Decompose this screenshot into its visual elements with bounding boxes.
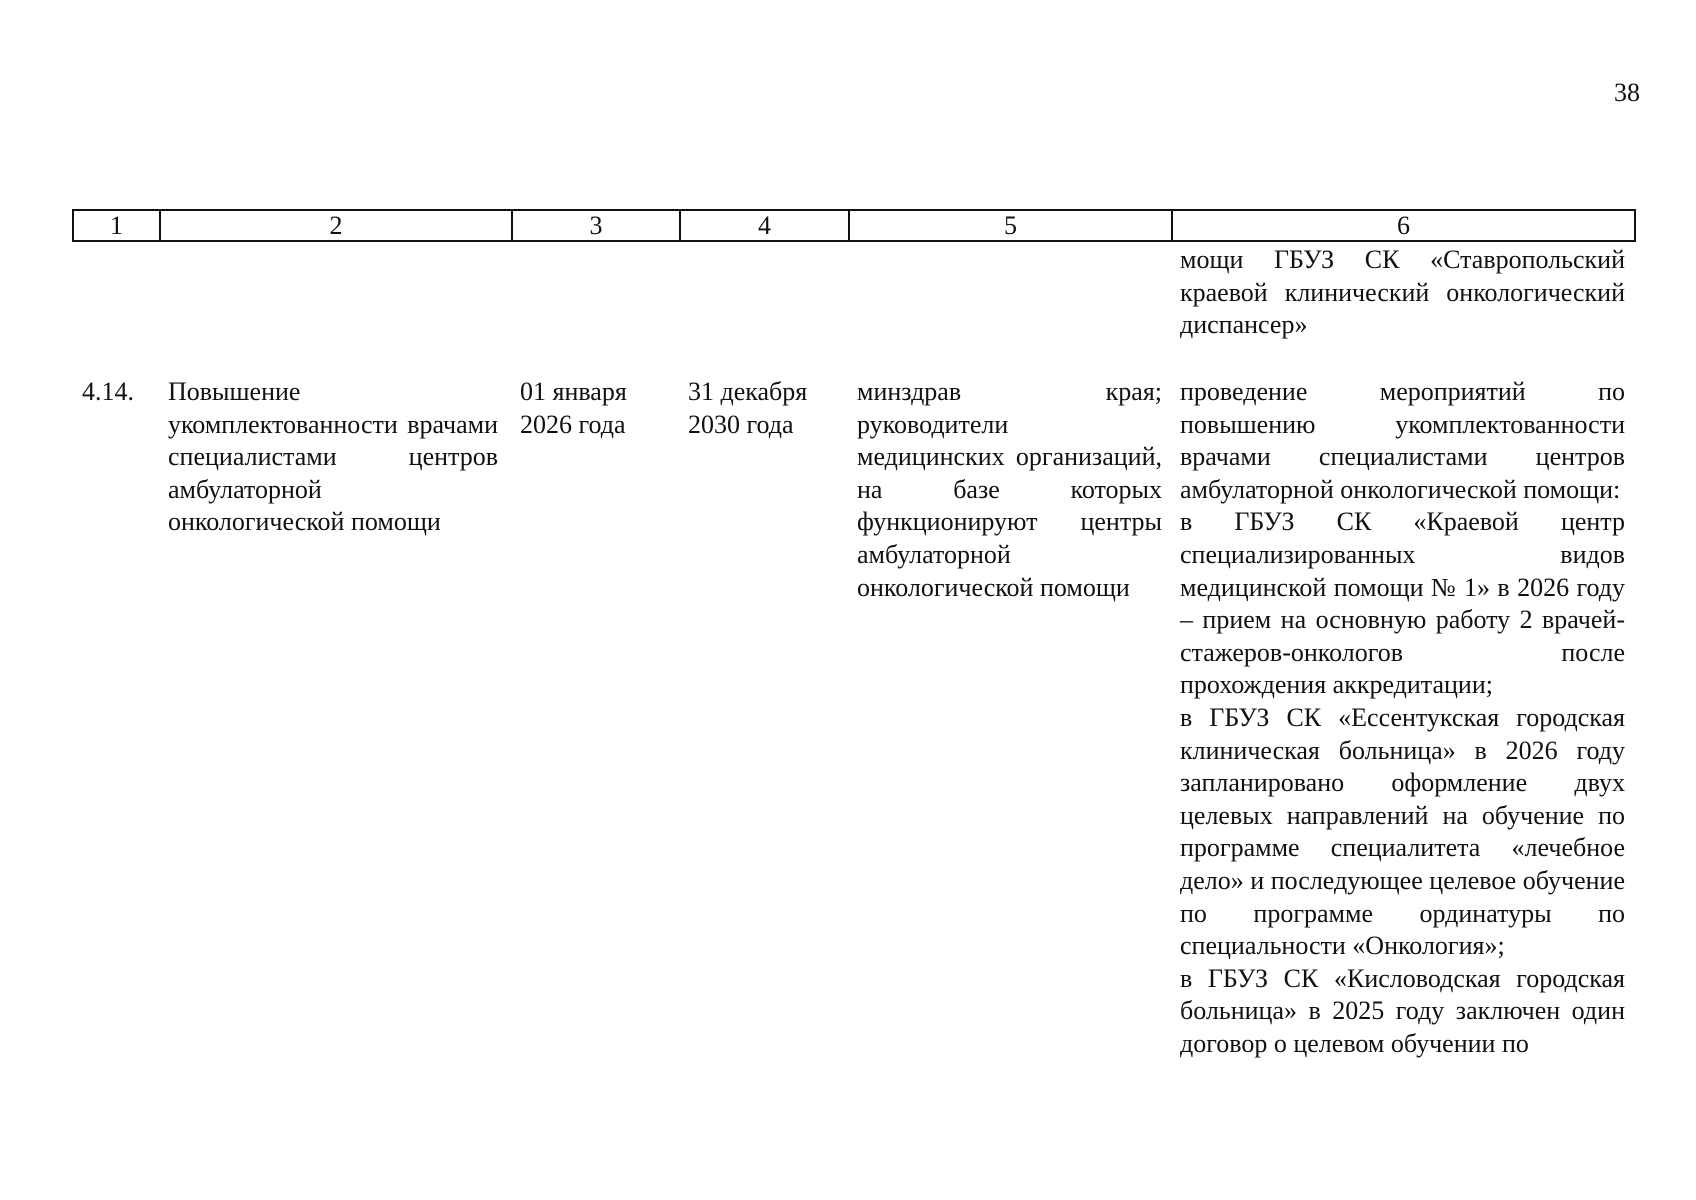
start-date: 01 января 2026 года (520, 377, 627, 439)
column-number-header (72, 209, 1636, 242)
continuation-text: мощи ГБУЗ СК «Ставропольский краевой клинический онкологический диспансер» (1180, 245, 1625, 340)
header-col-6: 6 (1172, 210, 1635, 241)
result-paragraph: в ГБУЗ СК «Кисловодская городская больница» в 2025 году заключен один договор о целевом обучении по (1180, 963, 1625, 1058)
result-paragraph: в ГБУЗ СК «Краевой центр специализированных видов медицинской помощи № 1» в 2026 году – прием на основную работу 2 врачей-стажеров-онкологов после прохождения аккредитации; (1180, 507, 1625, 700)
header-col-1: 1 (73, 210, 160, 241)
event-name: Повышение укомплектованности врачами специалистами центров амбулаторной онкологической помощи (168, 377, 498, 537)
result-paragraph: проведение мероприятий по повышению укомплектованности врачами специалистами центров амбулаторной онкологической помощи: (1180, 377, 1625, 504)
header-col-4: 4 (680, 210, 849, 241)
page-number: 38 (1614, 78, 1640, 107)
end-date: 31 декабря 2030 года (688, 377, 808, 439)
responsible-parties: минздрав края; руководители медицинских организаций, на базе которых функционируют центры амбулаторной онкологической помощи (857, 377, 1162, 602)
expected-results (1180, 376, 1625, 1060)
row-number: 4.14. (82, 377, 134, 406)
result-paragraph: в ГБУЗ СК «Ессентукская городская клиническая больница» в 2026 году запланировано оформление двух целевых направлений на обучение по программе специалитета «лечебное дело» и последующее целевое обучение по программе ординатуры по специальности «Онкология»; (1180, 702, 1625, 961)
header-col-2: 2 (160, 210, 512, 241)
header-col-3: 3 (512, 210, 680, 241)
header-col-5: 5 (849, 210, 1172, 241)
